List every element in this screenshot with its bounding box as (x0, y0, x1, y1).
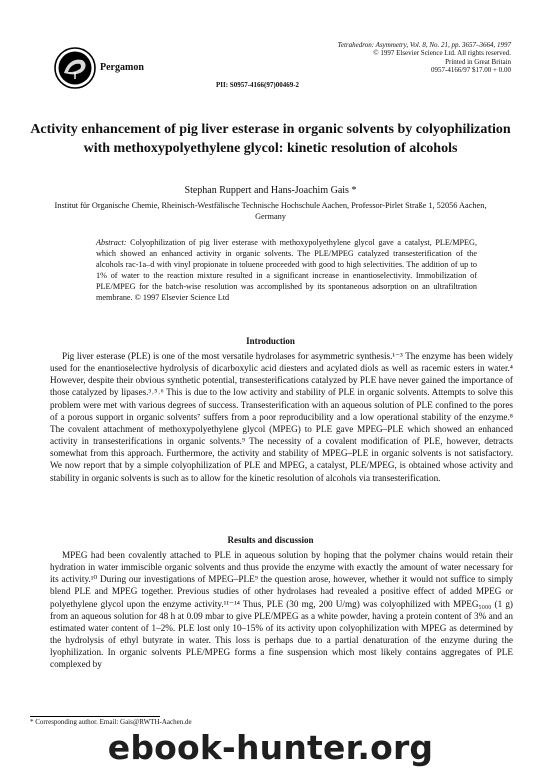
pii-identifier: PII: S0957-4166(97)00469-2 (216, 81, 300, 89)
publisher-name: Pergamon (100, 62, 144, 73)
section-heading-results: Results and discussion (227, 535, 314, 545)
affiliation: Institut für Organische Chemie, Rheinisch-Westfälische Technische Hochschule Aachen, Professor-Pirlet Straße 1, 52056 Aachen, Germany (54, 201, 487, 221)
watermark: ebook-hunter.org (0, 726, 541, 768)
authors: Stephan Ruppert and Hans-Joachim Gais * (184, 185, 357, 196)
section-heading-introduction: Introduction (246, 336, 295, 346)
journal-citation: Tetrahedron: Asymmetry, Vol. 8, No. 21, pp. 3657–3664, 1997 (337, 41, 511, 49)
results-paragraph: MPEG had been covalently attached to PLE in aqueous solution by hoping that the polymer chains would retain their hydration in water immiscible organic solvents and thus provide the enzyme with exactly the amount of water necessary for its activity.¹⁰ During our investigations of MPEG–PLE⁹ the question arose, however, whether it would not suffice to simply blend PLE and MPEG together. Previous studies of other hydrolases had revealed a positive effect of added MPEG or polyethylene glycol upon the enzyme activity.¹¹⁻¹⁴ Thus, PLE (30 mg, 200 U/mg) was colyophilized with MPEG₅₀₀₀ (1 g) from an aqueous solution for 48 h at 0.09 mbar to give PLE/MPEG as a white powder, having a protein content of 3% and an estimated water content of 1–2%. PLE lost only 10–15% of its activity upon colyophilization with MPEG as determined by the hydrolysis of ethyl butyrate in water. This loss is perhaps due to a partial denaturation of the enzyme during the lyophilization. In organic solvents PLE/MPEG forms a fine suspension which most likely contains aggregates of PLE complexed by (50, 550, 513, 670)
footnote-divider (30, 716, 160, 717)
paper-title: Activity enhancement of pig liver esterase in organic solvents by colyophilization with methoxypolyethylene glycol: kinetic resolution of alcohols (30, 122, 511, 156)
abstract (96, 237, 477, 304)
price-line: 0957-4166/97 $17.00 + 0.00 (431, 65, 511, 74)
abstract-label: Abstract: (96, 238, 127, 247)
publisher-logo (54, 47, 96, 89)
abstract-text: Colyophilization of pig liver esterase with methoxypolyethylene glycol gave a catalyst, PLE/MPEG, which showed an enhanced activity in organic solvents. The PLE/MPEG catalyzed transesterification of the alcohols rac-1a–d with vinyl propionate in toluene proceeded with good to high selectivities. The addition of up to 1% of water to the reaction mixture resulted in a significant increase in enantioselectivity. Immobilization of PLE/MPEG for the batch-wise resolution was accomplished by its spontaneous adsorption on an ultrafiltration membrane. © 1997 Elsevier Science Ltd (96, 238, 478, 303)
footnote-corresponding-author: * Corresponding author. Email: Gais@RWTH-Aachen.de (30, 718, 192, 726)
elsevier-tree-logo-icon (54, 47, 96, 89)
introduction-paragraph: Pig liver esterase (PLE) is one of the most versatile hydrolases for asymmetric synthesis.¹⁻³ The enzyme has been widely used for the enantioselective hydrolysis of dicarboxylic acid diesters and acylated diols as well as racemic esters in water.⁴ However, despite their obvious synthetic potential, transesterifications catalyzed by PLE have never gained the importance of those catalyzed by lipases.³˒⁵˒⁶ This is due to the low activity and stability of PLE in organic solvents. Attempts to solve this problem were met with various degrees of success. Transesterification with an aqueous solution of PLE confined to the pores of a porous support in organic solvents⁷ suffers from a poor reproducibility and a low operational stability of the enzyme.⁸ The covalent attachment of methoxypolyethylene glycol (MPEG) to PLE gave MPEG–PLE which showed an enhanced activity in transesterifications in organic solvents.⁹ The necessity of a covalent modification of PLE, however, detracts somewhat from this approach. Furthermore, the activity and stability of MPEG–PLE in organic solvents is not satisfactory. We now report that by a simple colyophilization of PLE and MPEG, a catalyst, PLE/MPEG, is obtained whose activity and stability in organic solvents is such as to allow for the kinetic resolution of alcohols via transesterification. (50, 351, 513, 483)
printed-line: Printed in Great Britain (445, 57, 511, 66)
copyright-line: © 1997 Elsevier Science Ltd. All rights reserved. (373, 49, 511, 58)
journal-info (338, 41, 511, 74)
